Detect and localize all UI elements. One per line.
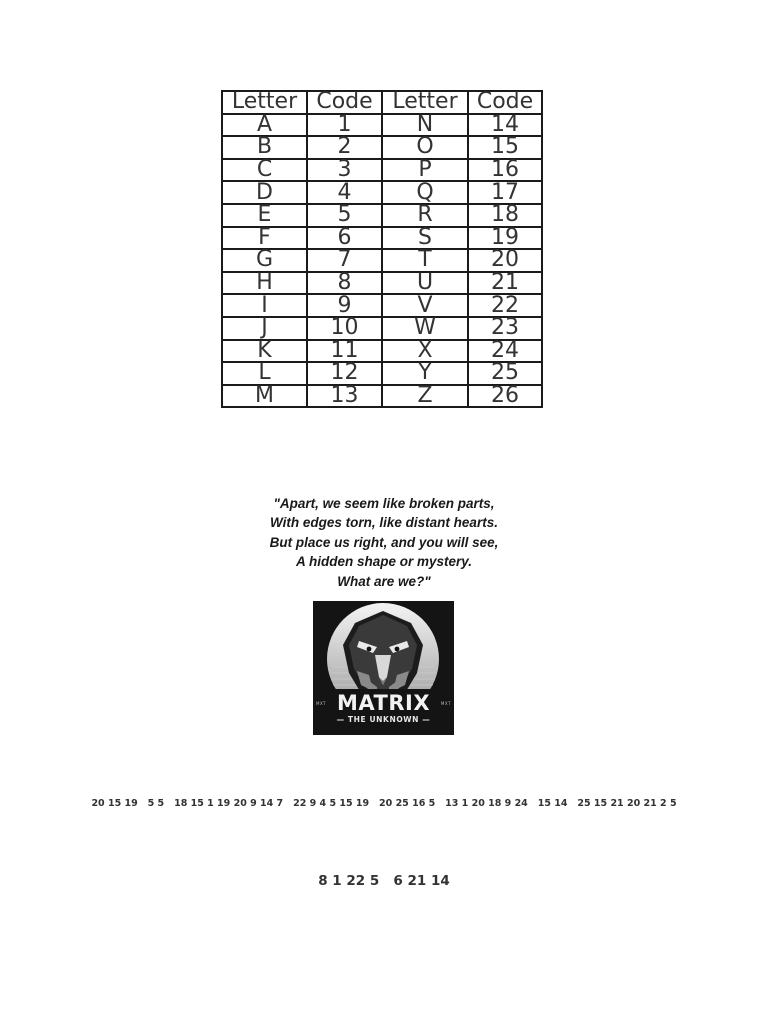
letter-cell: O [382,136,468,159]
letter-cell: K [222,340,307,363]
code-cell: 2 [307,136,382,159]
letter-cell: L [222,362,307,385]
cipher-table [221,90,543,408]
letter-cell: E [222,204,307,227]
letter-cell: D [222,181,307,204]
code-cell: 16 [468,159,542,182]
poem-line: A hidden shape or mystery. [295,554,473,570]
table-row [222,114,542,137]
table-row [222,204,542,227]
code-cell: 17 [468,181,542,204]
table-row [222,340,542,363]
code-cell: 20 [468,249,542,272]
table-row [222,136,542,159]
header-letter-2: Letter [382,91,468,114]
letter-cell: P [382,159,468,182]
letter-cell: A [222,114,307,137]
letter-cell: B [222,136,307,159]
table-row [222,385,542,408]
code-cell: 6 [307,227,382,250]
header-code-2: Code [468,91,542,114]
poem-line: What are we?" [337,573,431,589]
table-row [222,227,542,250]
table-row [222,181,542,204]
letter-cell: N [382,114,468,137]
code-cell: 9 [307,294,382,317]
letter-cell: X [382,340,468,363]
letter-cell: H [222,272,307,295]
letter-cell: V [382,294,468,317]
encoded-message-line-2: 8 1 22 5 6 21 14 [318,873,450,889]
matrix-logo [313,601,454,735]
code-cell: 13 [307,385,382,408]
code-cell: 3 [307,159,382,182]
riddle-poem [184,494,584,591]
encoded-message-line-1: 20 15 19 5 5 18 15 1 19 20 9 14 7 22 9 4 5 15 19 20 25 16 5 13 1 20 18 9 24 15 14 25 15 21 20 21 2 5 [91,798,677,809]
code-cell: 26 [468,385,542,408]
table-row [222,159,542,182]
letter-cell: T [382,249,468,272]
logo-subtitle: — THE UNKNOWN — [336,715,431,724]
code-cell: 18 [468,204,542,227]
code-cell: 25 [468,362,542,385]
header-code-1: Code [307,91,382,114]
letter-cell: M [222,385,307,408]
letter-cell: G [222,249,307,272]
logo-title: MATRIX [336,691,431,715]
letter-cell: U [382,272,468,295]
code-cell: 7 [307,249,382,272]
code-cell: 21 [468,272,542,295]
logo-side-mark: MXT [316,701,327,706]
table-body [222,111,542,409]
letter-cell: J [222,317,307,340]
letter-cell: R [382,204,468,227]
table-row [222,317,542,340]
letter-cell: Y [382,362,468,385]
code-cell: 4 [307,181,382,204]
code-cell: 11 [307,340,382,363]
table-row [222,249,542,272]
table-row [222,272,542,295]
code-cell: 19 [468,227,542,250]
poem-line: With edges torn, like distant hearts. [270,515,498,531]
letter-cell: C [222,159,307,182]
code-cell: 22 [468,294,542,317]
poem-line: But place us right, and you will see, [269,534,499,550]
letter-cell: W [382,317,468,340]
letter-cell: F [222,227,307,250]
code-cell: 1 [307,114,382,137]
code-cell: 14 [468,114,542,137]
table-header-row [222,91,542,114]
table-row [222,294,542,317]
letter-cell: Q [382,181,468,204]
code-cell: 23 [468,317,542,340]
letter-cell: Z [382,385,468,408]
code-cell: 15 [468,136,542,159]
logo-side-mark: MXT [440,701,451,706]
table-row [222,362,542,385]
letter-cell: S [382,227,468,250]
code-cell: 24 [468,340,542,363]
code-cell: 8 [307,272,382,295]
code-cell: 10 [307,317,382,340]
header-letter-1: Letter [222,91,307,114]
poem-line: "Apart, we seem like broken parts, [273,496,495,511]
code-cell: 5 [307,204,382,227]
code-cell: 12 [307,362,382,385]
letter-cell: I [222,294,307,317]
